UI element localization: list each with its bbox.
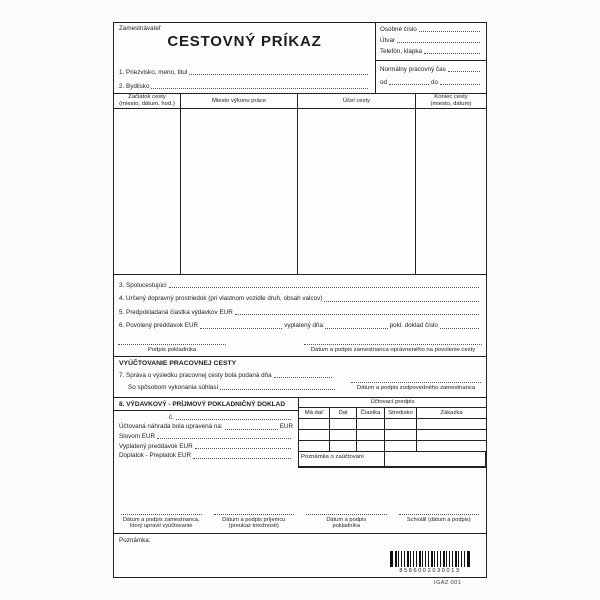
approver-signature <box>399 513 480 533</box>
travel-order-form <box>113 22 487 578</box>
recipient-signature-line1: Dátum a podpis príjemcu <box>222 516 286 523</box>
barcode <box>390 551 470 574</box>
cashier-signature <box>118 343 226 356</box>
consent-field <box>119 384 337 391</box>
authorizer-signature-label: Dátum a podpis zamestnanca oprávneného na povolenie cesty <box>310 346 476 353</box>
trip-cell-place <box>181 109 298 274</box>
posting-cell <box>385 430 417 441</box>
authorization-signatures <box>114 339 486 357</box>
posting-cell <box>385 441 417 452</box>
posting-cell <box>417 441 486 452</box>
consent-label: So spôsobom vykonania súhlasí <box>128 384 219 392</box>
trip-col-start-header <box>114 94 181 109</box>
voucher-number-label: č. <box>169 413 174 421</box>
adjuster-signature-line2: ktorý upravil vyúčtovanie <box>130 523 193 530</box>
estimated-amount-field <box>119 309 481 316</box>
posting-cell <box>299 419 330 430</box>
voucher-heading: 8. VÝDAVKOVÝ - PRÍJMOVÝ POKLADNIČNÝ DOKLAD <box>114 398 298 411</box>
note-section <box>114 533 486 577</box>
responsible-signature <box>351 381 481 391</box>
paid-on-label: vyplatený dňa <box>284 322 324 330</box>
posting-col-order: Zákazka <box>417 408 486 419</box>
signature-line <box>214 513 295 515</box>
employee-id-box <box>376 23 486 61</box>
signature-line <box>399 513 480 515</box>
dotted-line <box>324 301 479 302</box>
trip-table <box>114 94 486 275</box>
form-title: CESTOVNÝ PRÍKAZ <box>167 33 322 51</box>
posting-cell <box>299 430 330 441</box>
barcode-digits: 8586002030013 <box>399 567 461 574</box>
address-field <box>119 83 370 90</box>
dotted-line <box>195 448 291 449</box>
posting-note-value <box>385 452 486 467</box>
header-left <box>114 23 375 93</box>
phone-field <box>380 48 482 55</box>
cashier-bottom-signature-line1: Dátum a podpis <box>326 516 367 523</box>
dotted-line <box>193 458 291 459</box>
posting-heading: Účtovací predpis <box>299 398 486 408</box>
working-time-field <box>380 66 482 73</box>
working-time-box <box>376 61 486 93</box>
posting-cell <box>357 430 385 441</box>
report-field <box>119 372 334 379</box>
personal-number-field <box>380 26 482 33</box>
barcode-bars-icon <box>390 551 470 567</box>
from-label: od <box>380 79 388 87</box>
balance-field <box>119 452 293 459</box>
trip-cell-end <box>416 109 486 274</box>
posting-col-debit: Má dať <box>299 408 330 419</box>
dotted-line <box>440 328 479 329</box>
trip-col-end-line1: Koniec cesty <box>434 94 468 101</box>
dotted-line <box>169 287 479 288</box>
adjusted-amount-label: Účtovaná náhrada bola upravená na: <box>119 423 223 431</box>
trip-col-place-label: Miesto výkonu práce <box>211 97 267 104</box>
posting-cell <box>299 441 330 452</box>
adjuster-signature-line1: Dátum a podpis zamestnanca, <box>122 516 200 523</box>
settlement-section <box>114 357 486 398</box>
posting-cell <box>330 419 357 430</box>
posting-col-centre: Stredisko <box>385 408 417 419</box>
working-time-label: Normálny pracovný čas <box>380 66 446 73</box>
address-label: 2. Bydlisko <box>119 82 150 90</box>
dotted-line <box>200 328 282 329</box>
recipient-signature <box>214 513 295 533</box>
companions-field <box>119 282 481 289</box>
posting-cell <box>357 419 385 430</box>
adjuster-signature <box>121 513 202 533</box>
dotted-line <box>151 88 368 89</box>
dotted-line <box>419 31 480 32</box>
trip-col-start-line2: (miesto, dátum, hod.) <box>119 101 175 107</box>
voucher-number-field <box>169 414 293 421</box>
dotted-line <box>397 42 480 43</box>
dotted-line <box>176 419 291 420</box>
trip-col-place-header <box>181 94 298 109</box>
unit-field <box>380 37 482 44</box>
posting-cell <box>330 430 357 441</box>
receipt-no-label: pokl. doklad číslo <box>389 322 438 330</box>
name-field <box>119 69 370 76</box>
dotted-line <box>424 53 480 54</box>
cashier-signature-label: Podpis pokladníka <box>147 346 197 353</box>
trip-col-end-line2: (miesto, dátum) <box>430 101 472 107</box>
to-label: do <box>431 79 439 87</box>
signature-line <box>304 343 482 345</box>
unit-label: Útvar <box>380 36 396 44</box>
trip-col-start-line1: Začiatok cesty <box>128 94 166 101</box>
dotted-line <box>189 74 368 75</box>
cashier-bottom-signature <box>306 513 387 533</box>
adjusted-amount-field <box>119 423 293 430</box>
in-words-label: Slovom EUR <box>119 433 156 441</box>
blank-space <box>114 468 486 513</box>
authorizer-signature <box>304 343 482 356</box>
report-label: 7. Správa o výsledku pracovnej cesty bola podaná dňa <box>119 371 272 379</box>
voucher-left <box>114 398 298 468</box>
advance-label: 6. Povolený preddavok EUR <box>119 322 199 330</box>
form-header <box>114 23 486 94</box>
trip-col-purpose-label: Účel cesty <box>342 97 371 104</box>
posting-col-credit: Dal <box>330 408 357 419</box>
approver-signature-line1: Schválil (dátum a podpis) <box>406 516 471 523</box>
header-right <box>375 23 486 93</box>
companions-label: 3. Spolucestujúci <box>119 282 167 289</box>
dotted-line <box>220 389 335 390</box>
posting-cell <box>357 441 385 452</box>
transport-field <box>119 295 481 302</box>
transport-label: 4. Určený dopravný prostriedok (pri vlastnom vozidle druh, obsah valcov) <box>119 295 323 303</box>
cashier-bottom-signature-line2: pokladníka <box>332 523 360 530</box>
dotted-line <box>274 377 332 378</box>
dotted-line <box>440 84 480 85</box>
dotted-line <box>389 84 429 85</box>
estimated-amount-label: 5. Predpokladaná čiastka výdavkov EUR <box>119 308 233 316</box>
responsible-signature-label: Dátum a podpis zodpovedného zamestnanca <box>356 384 476 391</box>
dotted-line <box>235 314 479 315</box>
dotted-line <box>225 429 278 430</box>
balance-label: Doplatok - Preplatok EUR <box>119 452 192 460</box>
name-label: 1. Priezvisko, meno, titul <box>119 68 188 76</box>
trip-col-end-header <box>416 94 486 109</box>
from-to-field <box>380 79 482 86</box>
form-code: IGAZ 001 <box>434 580 462 586</box>
paid-advance-field <box>119 443 293 450</box>
trip-details <box>114 275 486 339</box>
settlement-heading: VYÚČTOVANIE PRACOVNEJ CESTY <box>119 360 237 367</box>
dotted-line <box>325 328 388 329</box>
eur-label: EUR <box>279 423 293 431</box>
posting-cell <box>330 441 357 452</box>
bottom-signatures <box>114 513 486 533</box>
trip-cell-purpose <box>298 109 416 274</box>
posting-table <box>298 398 486 468</box>
signature-line <box>121 513 202 515</box>
note-label: Poznámka: <box>119 537 151 544</box>
posting-col-amount: Čiastka <box>357 408 385 419</box>
trip-cell-start <box>114 109 181 274</box>
signature-line <box>351 381 481 383</box>
trip-col-purpose-header <box>298 94 416 109</box>
posting-cell <box>385 419 417 430</box>
posting-cell <box>417 430 486 441</box>
posting-cell <box>417 419 486 430</box>
posting-note-label: Poznámka o zaúčtovaní <box>299 452 385 467</box>
recipient-signature-line2: (preukaz totožnosti) <box>228 523 279 530</box>
in-words-field <box>119 433 293 440</box>
dotted-line <box>448 71 480 72</box>
signature-line <box>118 343 226 345</box>
dotted-line <box>157 438 291 439</box>
employer-label: Zamestnávateľ <box>119 25 161 32</box>
phone-label: Telefón, klapka <box>380 47 423 55</box>
cash-voucher-section <box>114 398 486 468</box>
signature-line <box>306 513 387 515</box>
personal-number-label: Osobné číslo <box>380 26 417 33</box>
settlement-bottom-row <box>119 381 481 391</box>
advance-field <box>119 322 481 329</box>
paid-advance-label: Vyplatený preddavok EUR <box>119 442 193 450</box>
